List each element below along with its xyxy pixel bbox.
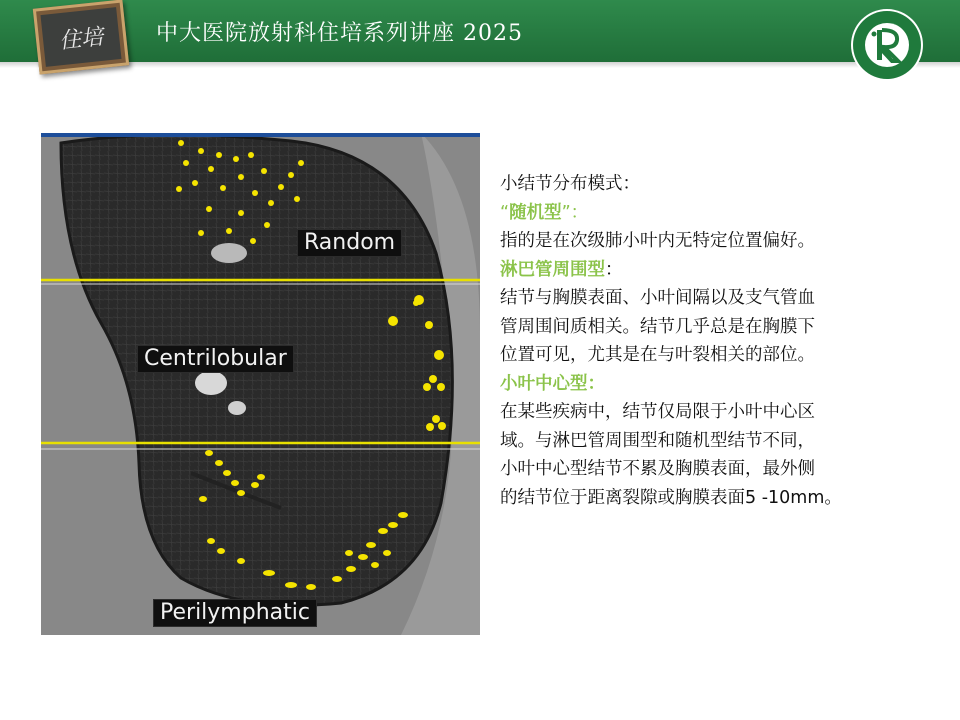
random-label: 随机型 [509,202,562,223]
lymph-description-2: 管周围间质相关。结节几乎总是在胸膜下 [500,316,815,337]
lymph-colon: ： [605,259,623,280]
random-open-quote: “ [500,202,510,223]
lymph-description-3: 位置可见，尤其是在与叶裂相关的部位。 [500,345,815,365]
label-centrilobular: Centrilobular [137,345,294,373]
lymph-description-1: 结节与胸膜表面、小叶间隔以及支气管血 [500,288,815,308]
label-random: Random [297,229,402,257]
page-title: 中大医院放射科住培系列讲座 2025 [156,21,523,46]
centrilobular-label: 小叶中心型： [500,373,605,394]
badge-text: 住培 [40,7,121,67]
header-shadow [0,62,960,68]
centrilobular-description-4: 的结节位于距离裂隙或胸膜表面5 -10mm。 [500,487,842,508]
centrilobular-description-1: 在某些疾病中，结节仅局限于小叶中心区 [500,402,815,422]
random-heading [500,199,950,228]
description-panel [500,170,950,512]
chalkboard-badge [33,0,129,75]
centrilobular-description-3: 小叶中心型结节不累及胸膜表面，最外侧 [500,459,815,479]
lymph-heading [500,256,950,285]
ct-image [41,133,480,635]
centrilobular-description-2: 域。与淋巴管周围型和随机型结节不同， [500,430,815,451]
ct-lung-figure [41,133,480,635]
label-perilymphatic: Perilymphatic [153,599,317,627]
lymph-label: 淋巴管周围型 [500,259,605,280]
random-close-quote: ”： [561,202,589,223]
hospital-logo-icon [850,8,924,82]
random-description: 指的是在次级肺小叶内无特定位置偏好。 [500,231,815,251]
section-heading: 小结节分布模式： [500,174,640,194]
figure-top-border [41,133,480,137]
